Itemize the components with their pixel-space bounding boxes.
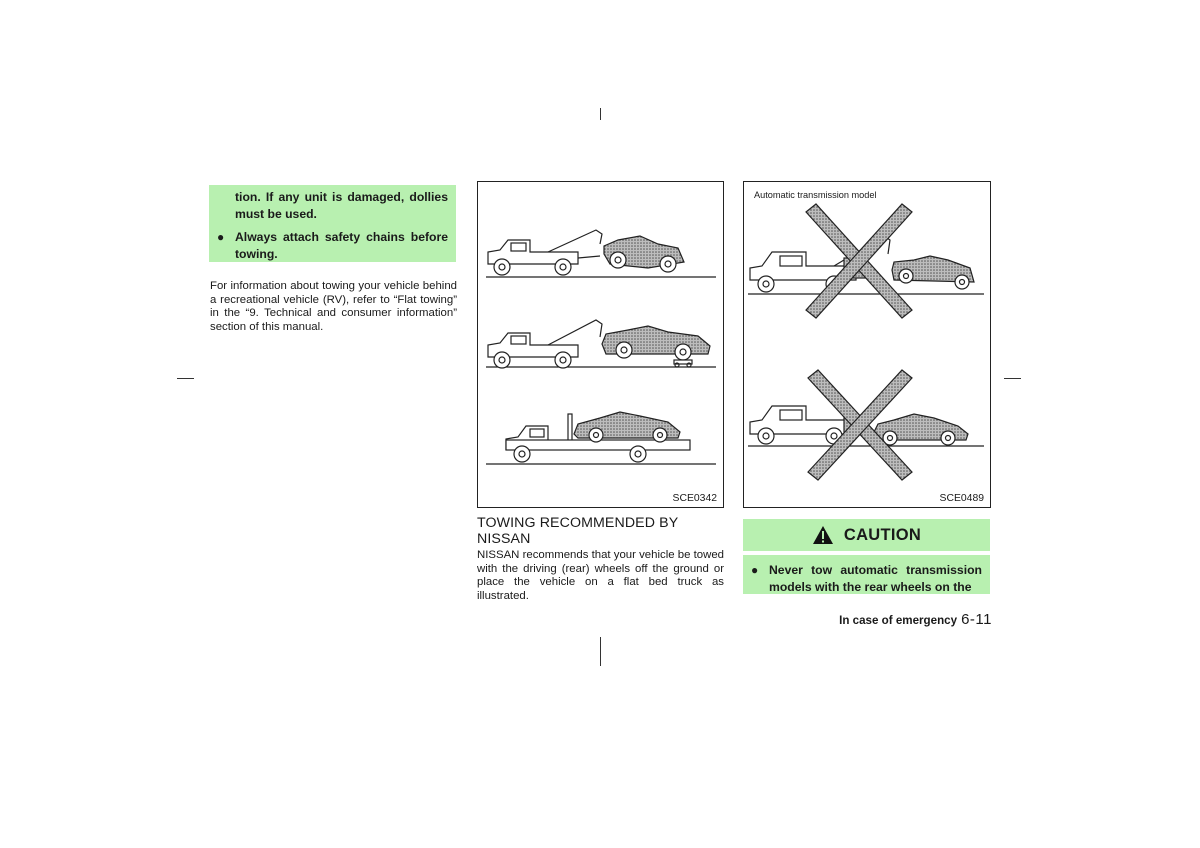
caution-header — [743, 519, 990, 551]
automatic-transmission-figure — [743, 181, 991, 508]
flatbed-truck-scene — [486, 412, 716, 464]
figure-caption: Automatic transmission model — [754, 190, 877, 200]
caution-continued-text: tion. If any unit is damaged, dollies must be used. — [235, 190, 448, 221]
prohibited-towing-illustration — [744, 182, 990, 507]
footer-section-label: In case of emergency — [839, 614, 958, 627]
caution-continuation-box — [209, 185, 456, 262]
bullet-icon: ● — [751, 563, 759, 577]
warning-triangle-icon — [812, 525, 834, 545]
tow-truck-dolly-scene — [486, 320, 716, 368]
figure-code: SCE0489 — [939, 493, 984, 504]
caution-body — [743, 555, 990, 594]
page-number: 6-11 — [961, 611, 992, 628]
caution-item — [751, 562, 982, 596]
bullet-icon: ● — [217, 230, 225, 244]
crop-mark-bottom — [600, 637, 601, 666]
towing-methods-illustration — [478, 182, 723, 507]
towing-methods-figure — [477, 181, 724, 508]
caution-bullet-text: Always attach safety chains before towing. — [235, 230, 448, 261]
crop-mark-left — [177, 378, 194, 379]
prohibited-dolly-scene — [748, 370, 984, 480]
caution-title: CAUTION — [843, 525, 922, 544]
section-heading: TOWING RECOMMENDED BY NISSAN — [477, 515, 679, 547]
figure-code: SCE0342 — [672, 493, 717, 504]
page-footer — [836, 611, 992, 629]
crop-mark-right — [1004, 378, 1021, 379]
caution-item-text: Never tow automatic transmission models with the rear wheels on the — [769, 563, 982, 594]
rv-towing-paragraph: For information about towing your vehicle behind a recreational vehicle (RV), refer to “Flat towing” in the “9. Technical and consumer information” section of this manual. — [210, 280, 457, 333]
towing-recommendation-paragraph: NISSAN recommends that your vehicle be towed with the driving (rear) wheels off the ground or place the vehicle on a flat bed truck as illustrated. — [477, 549, 724, 602]
caution-bullet-item — [217, 229, 448, 263]
crop-mark-top — [600, 108, 601, 120]
tow-truck-lift-scene — [486, 230, 716, 277]
prohibited-lift-scene — [748, 204, 984, 318]
